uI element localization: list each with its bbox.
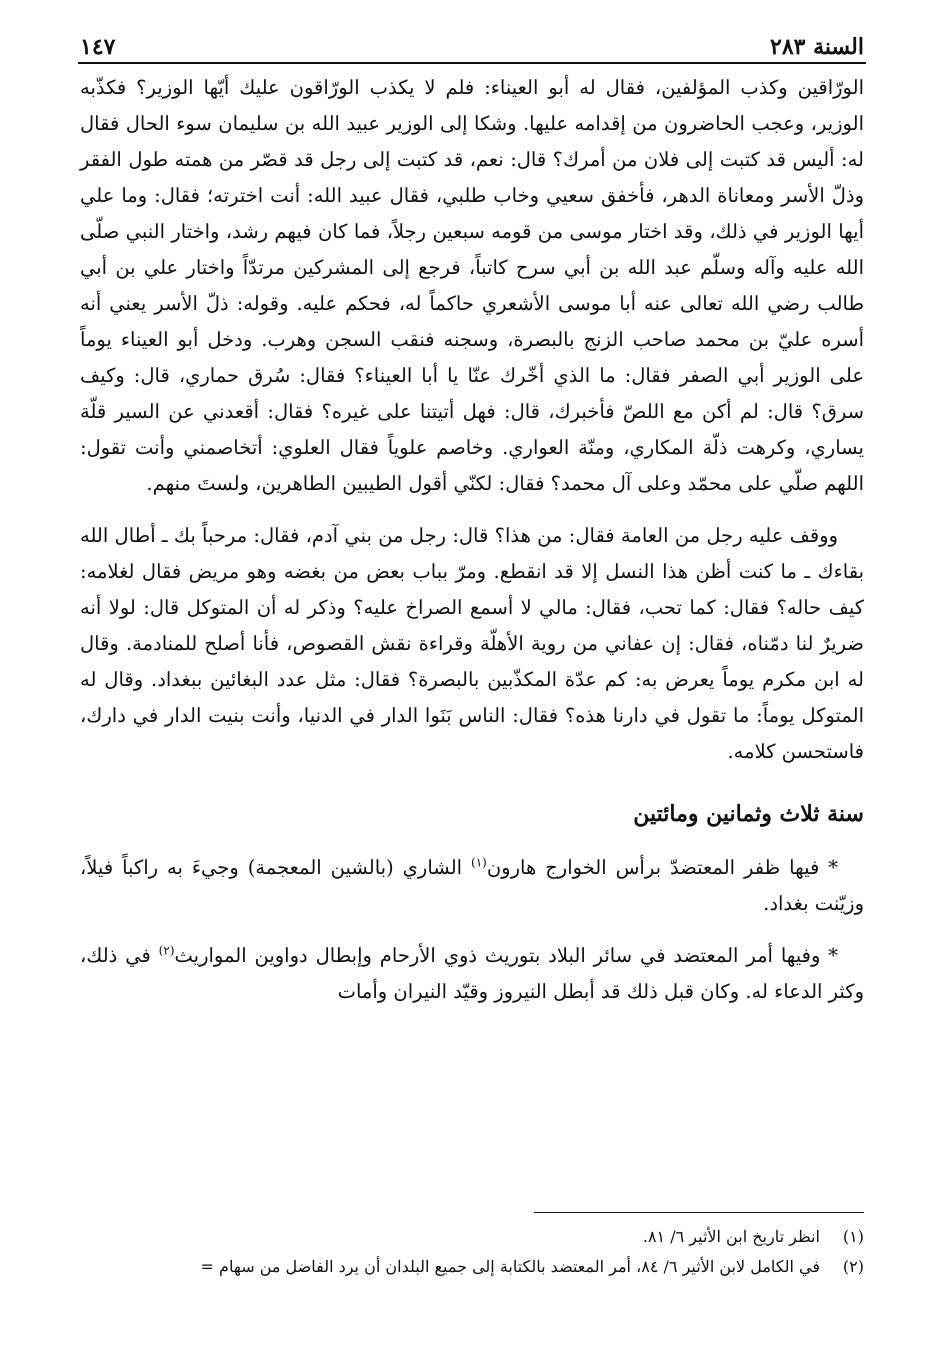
running-title: السنة ٢٨٣	[770, 34, 864, 60]
section-paragraph-1	[80, 850, 864, 922]
section-title: سنة ثلاث وثمانين ومائتين	[633, 801, 864, 827]
section-paragraph-2	[80, 938, 864, 1010]
main-text	[80, 70, 864, 1010]
footnote-1-text: انظر تاريخ ابن الأثير ٦/ ٨١.	[642, 1227, 820, 1246]
footnote-marker-1[interactable]: (١)	[471, 855, 487, 870]
page-header	[80, 26, 864, 60]
footnote-marker-2[interactable]: (٢)	[158, 943, 175, 958]
paragraph-1: الورّاقين وكذب المؤلفين، فقال له أبو العيناء: فلم لا يكذب الورّاقون عليك أيّها الوزير؟ فكذّبه الوزير، وعجب الحاضرون من إقدامه عليها. وشكا إلى الوزير عبيد الله بن سليمان سوء الحال فقال له: أليس قد كتبت إلى فلان من أمرك؟ قال: نعم، قد كتبت إلى رجل قد قصّر من همته طول الفقر وذلّ الأسر ومعاناة الدهر، فأخفق سعيي وخاب طلبي، فقال عبيد الله: أنت اخترته؛ فقال: وما علي أيها الوزير في ذلك، وقد اختار موسى من قومه سبعين رجلاً، فما كان فيهم رشد، واختار النبي صلّى الله عليه وآله وسلّم عبد الله بن أبي سرح كاتباً، فرجع إلى المشركين مرتدّاً واختار علي بن أبي طالب رضي الله تعالى عنه أبا موسى الأشعري حاكماً له، فحكم عليه. وقوله: ذلّ الأسر يعني أنه أسره عليّ بن محمد صاحب الزنج بالبصرة، وسجنه فنقب السجن وهرب. ودخل أبو العيناء يوماً على الوزير أبي الصفر فقال: ما الذي أخّرك عنّا يا أبا العيناء؟ فقال: سُرق حماري، قال: وكيف سرق؟ قال: لم أكن مع اللصّ فأخبرك، قال: فهل أتيتنا على غيره؟ فقال: أقعدني عن السير قلّة يساري، وكرهت ذلّة المكاري، ومنّة العواري. وخاصم علوياً فقال العلوي: أتخاصمني وأنت تقول: اللهم صلّي على محمّد وعلى آل محمد؟ فقال: لكنّي أقول الطيبين الطاهرين، ولستَ منهم.	[80, 76, 864, 495]
section-paragraph-2-text-a: * وفيها أمر المعتضد في سائر البلاد بتوريث ذوي الأرحام وإبطال دواوين المواريث	[174, 944, 838, 967]
footnote-1-number: (١)	[842, 1227, 864, 1246]
section-paragraph-1-text-a: * فيها ظفر المعتضدّ برأس الخوارج هارون	[486, 856, 839, 879]
paragraph-2: ووقف عليه رجل من العامة فقال: من هذا؟ قال: رجل من بني آدم، فقال: مرحباً بك ـ أطال الله بقاءك ـ ما كنت أظن هذا النسل إلا قد انقطع. ومرّ بباب بعض من بغضه وهو مريض فقال لغلامه: كيف حاله؟ فقال: كما تحب، فقال: مالي لا أسمع الصراخ عليه؟ وذكر له أن المتوكل قال: لولا أنه ضريرٌ لنا دمّناه، فقال: إن عفاني من روية الأهلّة وقراءة نقش القصوص، فأنا أصلح للمنادمة. وقال له ابن مكرم يوماً يعرض به: كم عدّة المكذّبين بالبصرة؟ فقال: مثل عدد البغائين ببغداد. وقال له المتوكل يوماً: ما تقول في دارنا هذه؟ فقال: الناس بَنَوا الدار في الدنيا، وأنت بنيت الدار في دارك، فاستحسن كلامه.	[80, 524, 864, 763]
section-paragraph-2-text-b: في ذلك، وكثر الدعاء له. وكان قبل ذلك قد أبطل النيروز وقيّد النيران وأمات	[80, 944, 864, 1003]
footnote-rule	[534, 1212, 864, 1213]
page-number: ١٤٧	[80, 34, 116, 60]
footnote-1	[80, 1222, 864, 1252]
footnote-2-text: في الكامل لابن الأثير ٦/ ٨٤، أمر المعتضد بالكتابة إلى جميع البلدان أن يرد الفاضل من سهام =	[200, 1257, 820, 1276]
header-rule	[78, 62, 866, 64]
footnotes	[80, 1222, 864, 1282]
section-paragraph-1-text-b: الشاري (بالشين المعجمة) وجيءَ به راكباً فيلاً، وزيّنت بغداد.	[80, 856, 864, 915]
footnote-2	[80, 1252, 864, 1282]
footnote-2-number: (٢)	[842, 1257, 864, 1276]
